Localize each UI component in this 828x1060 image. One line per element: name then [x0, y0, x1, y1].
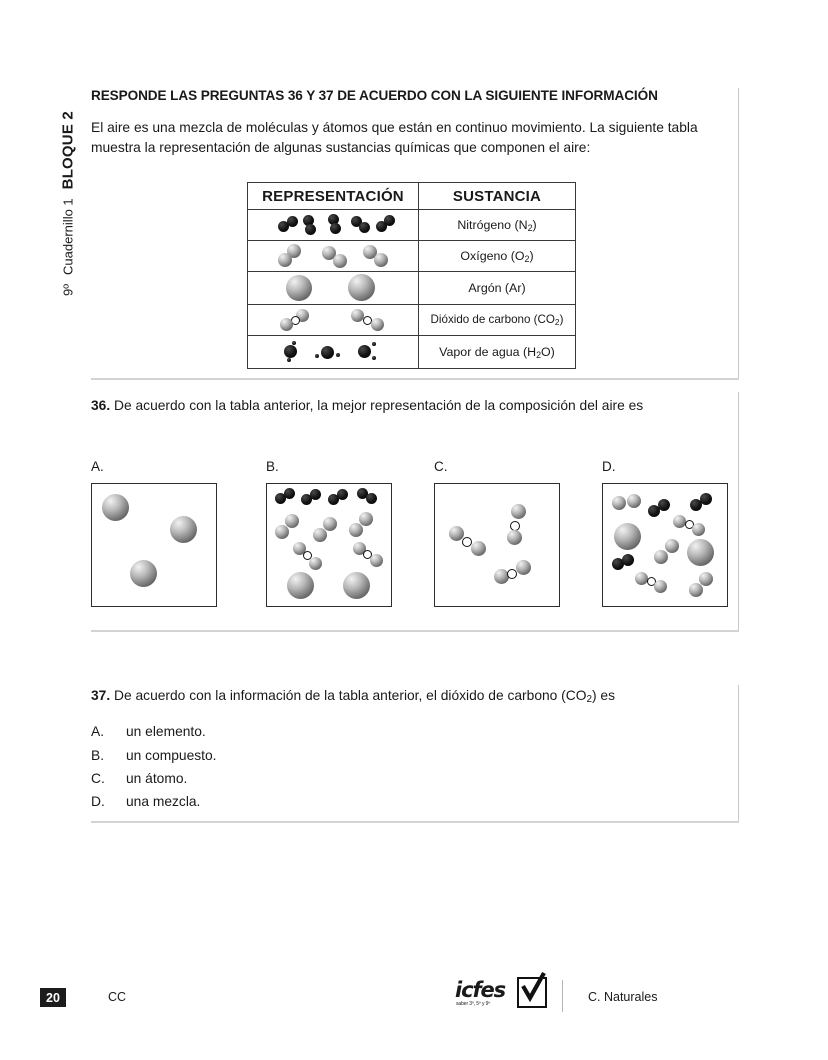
option-36-c-box[interactable]: [434, 483, 560, 607]
oxygen-atom: [516, 560, 531, 575]
question-36-number: 36.: [91, 398, 111, 413]
oxygen-atom: [699, 572, 713, 586]
substance-cell-co2: [419, 305, 576, 336]
table-row: [248, 241, 576, 272]
oxygen-atom: [635, 572, 648, 585]
table-row: [248, 272, 576, 305]
argon-atom: [614, 523, 641, 550]
option-36-b-box[interactable]: [266, 483, 392, 607]
oxygen-atom: [654, 580, 667, 593]
option-36-c-letter: C.: [434, 459, 448, 474]
substance-subscript: 2: [536, 349, 542, 360]
section-divider-1: [91, 378, 739, 380]
oxygen-atom: [471, 541, 486, 556]
argon-atoms: [248, 272, 418, 304]
sidebar-label: [60, 74, 77, 334]
substance-label: Dióxido de carbono (CO: [430, 313, 555, 327]
oxygen-atom: [333, 254, 347, 268]
nitrogen-atom: [366, 493, 377, 504]
question-37-number: 37.: [91, 688, 111, 703]
option-36-a-diagram: [92, 484, 216, 606]
oxygen-atom: [665, 539, 679, 553]
column-header-sustancia: SUSTANCIA: [419, 183, 576, 210]
oxygen-atom: [374, 253, 388, 267]
hydrogen-atom: [372, 342, 376, 346]
sidebar-booklet: Cuadernillo 1: [60, 198, 76, 275]
oxygen-atom: [507, 530, 522, 545]
substance-cell-argon: [419, 272, 576, 305]
substance-subscript: 2: [554, 316, 560, 327]
oxygen-atom: [313, 528, 327, 542]
representation-cell-argon: [248, 272, 419, 305]
question-37: [91, 686, 741, 709]
question-37-text-after: ) es: [592, 688, 615, 703]
oxygen-atom: [371, 318, 384, 331]
page-title: RESPONDE LAS PREGUNTAS 36 Y 37 DE ACUERDO CON LA SIGUIENTE INFORMACIÓN: [91, 88, 658, 103]
question-36: [91, 396, 731, 415]
oxygen-atom: [284, 345, 297, 358]
page-number-badge: 20: [40, 988, 66, 1007]
table-row: [248, 305, 576, 336]
substance-label: Oxígeno (O: [460, 248, 525, 263]
nitrogen-atom: [330, 223, 341, 234]
nitrogen-atom: [622, 554, 634, 566]
option-36-b-letter: B.: [266, 459, 279, 474]
question-36-text: De acuerdo con la tabla anterior, la mejor representación de la composición del aire es: [114, 398, 644, 413]
table-header-row: [248, 183, 576, 210]
oxygen-atom: [689, 583, 703, 597]
argon-atom: [343, 572, 370, 599]
option-36-d-letter: D.: [602, 459, 616, 474]
nitrogen-atom: [284, 488, 295, 499]
argon-atom: [348, 274, 375, 301]
oxygen-atom: [370, 554, 383, 567]
hydrogen-atom: [336, 353, 340, 357]
option-36-a-letter: A.: [91, 459, 104, 474]
substance-cell-nitrogeno: [419, 210, 576, 241]
icfes-logo: [455, 978, 550, 1012]
right-margin-rule-top: [738, 88, 739, 380]
right-margin-rule-mid: [738, 392, 739, 632]
option-37-d-letter: D.: [91, 794, 105, 809]
substance-tail: O): [541, 344, 555, 359]
oxygen-atom: [692, 523, 705, 536]
oxygen-atom: [278, 253, 292, 267]
option-37-b-letter: B.: [91, 748, 105, 763]
nitrogen-atom: [310, 489, 321, 500]
oxygen-atom: [323, 517, 337, 531]
footer-divider: [562, 980, 563, 1012]
oxygen-atom: [275, 525, 289, 539]
representation-cell-nitrogeno: [248, 210, 419, 241]
sidebar-block: BLOQUE 2: [59, 111, 77, 190]
argon-atom: [286, 275, 312, 301]
oxygen-atom: [359, 512, 373, 526]
option-37-d-text: una mezcla.: [126, 794, 201, 809]
nitrogen-atom: [287, 216, 298, 227]
substance-tail: ): [532, 217, 537, 232]
substance-cell-oxigeno: [419, 241, 576, 272]
substance-tail: ): [529, 248, 534, 263]
icfes-wordmark: icfes: [455, 978, 506, 1002]
substance-label: Nitrógeno (N: [457, 217, 528, 232]
carbon-atom: [507, 569, 517, 579]
check-mark-icon: [517, 972, 547, 1006]
oxygen-atom: [285, 514, 299, 528]
table-row: [248, 336, 576, 369]
oxygen-atom: [309, 557, 322, 570]
section-divider-3: [91, 821, 739, 823]
option-37-c-letter: C.: [91, 771, 105, 786]
oxygen-molecules: [248, 241, 418, 271]
question-37-text-before: De acuerdo con la información de la tabla anterior, el dióxido de carbono (CO: [114, 688, 587, 703]
argon-atom: [687, 539, 714, 566]
substance-tail: ): [559, 313, 564, 327]
nitrogen-atom: [337, 489, 348, 500]
option-37-a-text: un elemento.: [126, 724, 206, 739]
nitrogen-atom: [384, 215, 395, 226]
option-36-d-box[interactable]: [602, 483, 728, 607]
hydrogen-atom: [292, 341, 296, 345]
substance-cell-h2o: [419, 336, 576, 369]
substance-subscript: 2: [527, 222, 533, 233]
nitrogen-atom: [658, 499, 670, 511]
icfes-subtitle: saber 3º, 5º y 9º: [456, 1001, 491, 1007]
intro-paragraph: El aire es una mezcla de moléculas y átomos que están en continuo movimiento. La siguiente tabla muestra la representación de algunas sustancias químicas que componen el aire:: [91, 120, 698, 155]
footer-subject-area: C. Naturales: [588, 990, 658, 1004]
nitrogen-molecules: [248, 210, 418, 240]
option-36-a-box[interactable]: [91, 483, 217, 607]
representation-cell-oxigeno: [248, 241, 419, 272]
section-divider-2: [91, 630, 739, 632]
argon-atom: [170, 516, 197, 543]
argon-atom: [287, 572, 314, 599]
substances-table: [247, 182, 576, 369]
question-37-subscript: 2: [586, 694, 592, 706]
option-36-c-diagram: [435, 484, 559, 606]
argon-atom: [102, 494, 129, 521]
column-header-representacion: REPRESENTACIÓN: [248, 183, 419, 210]
representation-cell-h2o: [248, 336, 419, 369]
sidebar-grade: 9º: [60, 283, 76, 296]
oxygen-atom: [654, 550, 668, 564]
oxygen-atom: [280, 318, 293, 331]
water-molecules: [248, 336, 418, 368]
checkbox-icon: [517, 977, 547, 1008]
option-37-b-text: un compuesto.: [126, 748, 217, 763]
option-36-b-diagram: [267, 484, 391, 606]
argon-atom: [130, 560, 157, 587]
oxygen-atom: [511, 504, 526, 519]
nitrogen-atom: [700, 493, 712, 505]
footer-code: CC: [108, 990, 127, 1004]
oxygen-atom: [321, 346, 334, 359]
option-37-c-text: un átomo.: [126, 771, 188, 786]
nitrogen-atom: [359, 222, 370, 233]
option-37-a-letter: A.: [91, 724, 105, 739]
option-36-d-diagram: [603, 484, 727, 606]
oxygen-atom: [627, 494, 641, 508]
oxygen-atom: [349, 523, 363, 537]
substance-label: Vapor de agua (H: [439, 344, 537, 359]
oxygen-atom: [612, 496, 626, 510]
co2-molecules: [248, 305, 418, 335]
table-row: [248, 210, 576, 241]
nitrogen-atom: [305, 224, 316, 235]
hydrogen-atom: [372, 356, 376, 360]
hydrogen-atom: [287, 358, 291, 362]
substance-subscript: 2: [524, 253, 530, 264]
oxygen-atom: [673, 515, 686, 528]
hydrogen-atom: [315, 354, 319, 358]
oxygen-atom: [358, 345, 371, 358]
substance-label: Argón (Ar): [468, 281, 526, 295]
representation-cell-co2: [248, 305, 419, 336]
